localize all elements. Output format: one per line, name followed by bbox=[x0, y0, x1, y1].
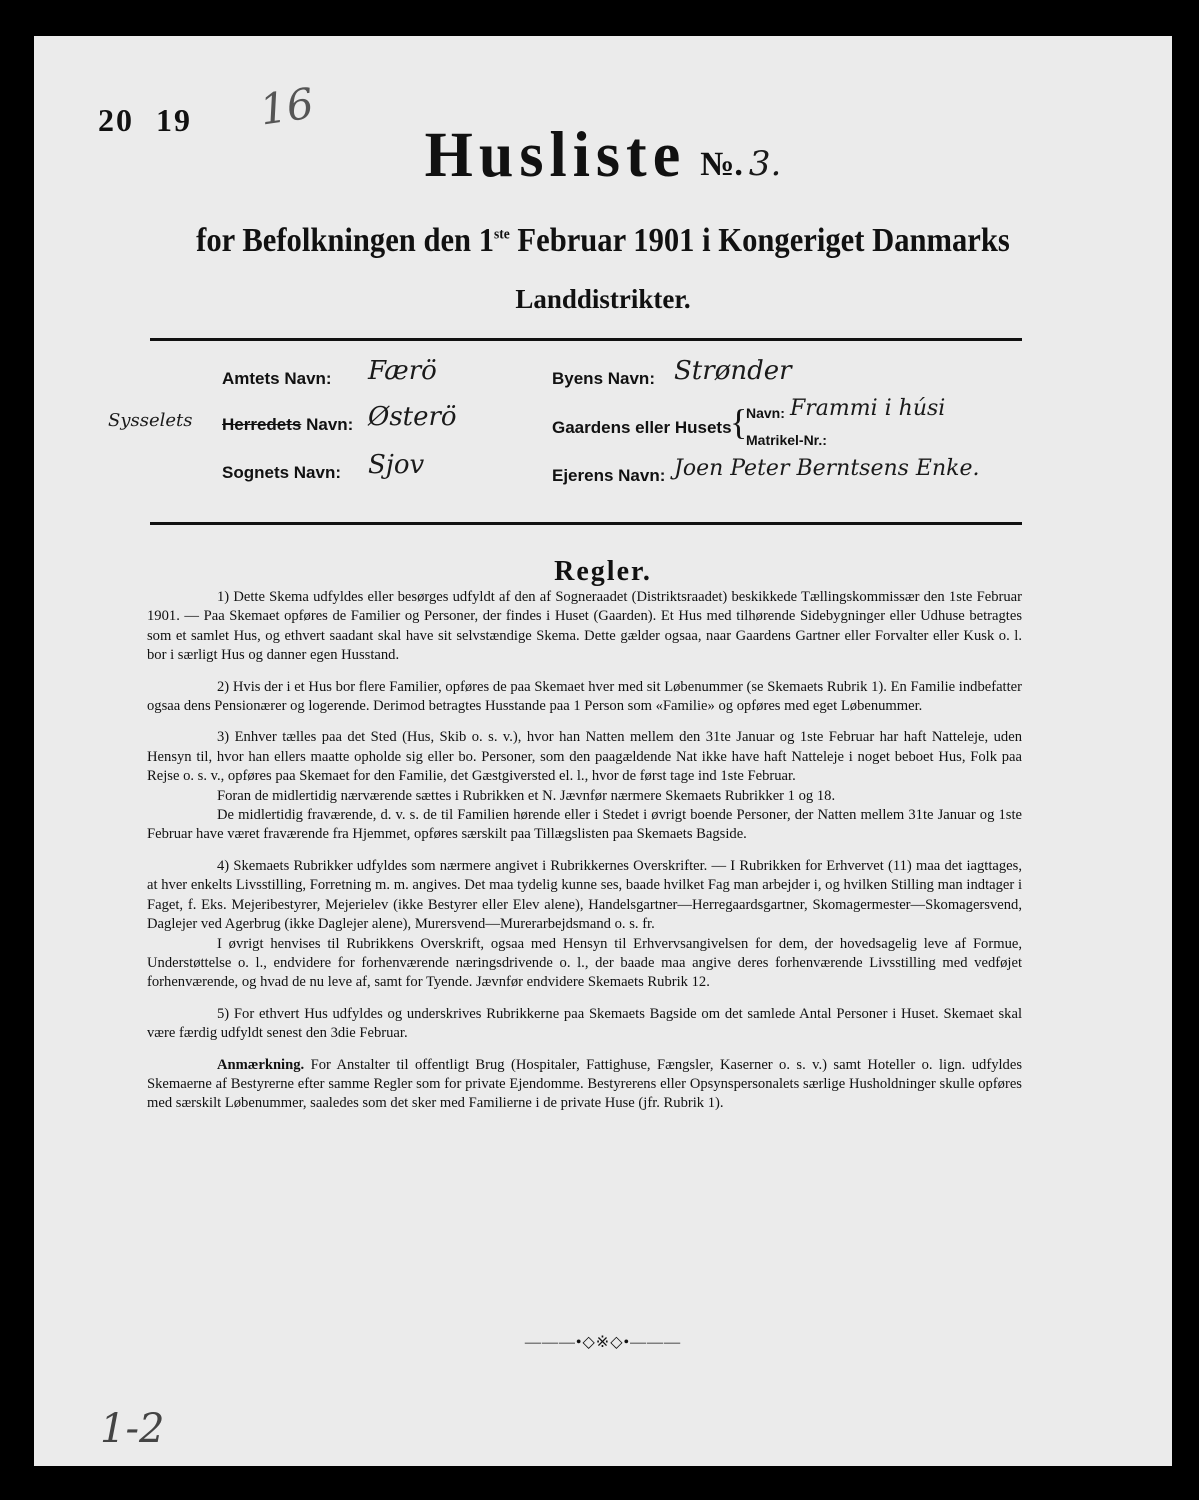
syssel-value: Sysselets bbox=[108, 410, 193, 431]
by-value: Strønder bbox=[674, 356, 792, 386]
ejer-value: Joen Peter Berntsens Enke. bbox=[674, 456, 980, 481]
title-block bbox=[34, 120, 1172, 191]
rule-1: 1) Dette Skema udfyldes eller besørges udfyldt af den af Sogneraadet (Distriktsraadet) beskikkede Tællingskommissær den 1ste Februar 1901. — Paa Skemaet opføres de Familier og Personer, der findes i Huset (Gaarden). Et Hus med tilhørende Sidebygninger eller Udhuse betragtes som et samlet Hus, og ethvert saadant skal have sit selvstændige Skema. Dette gælder ogsaa, naar Gaardens Gartner eller Forvalter eller Kusk o. l. bor i særligt Hus og danner egen Husstand. bbox=[147, 589, 1022, 664]
rules-body bbox=[147, 588, 1022, 1126]
rule-3-note-b: De midlertidig fraværende, d. v. s. de til Familien hørende eller i Stedet i øvrigt boende Personer, der Natten mellem 31te Januar og 1ste Februar have været fraværende fra Hjemmet, opføres særskilt paa Tillægslisten paa Skemaets Bagside. bbox=[147, 807, 1022, 843]
pencil-mark-bottom: 1-2 bbox=[100, 1406, 165, 1452]
gaard-label: Gaardens eller Husets bbox=[552, 418, 732, 437]
herred-label bbox=[222, 415, 353, 435]
pencil-mark-top: 16 bbox=[256, 78, 317, 135]
herred-value: Østerö bbox=[368, 402, 457, 432]
subtitle bbox=[91, 222, 1115, 260]
note-label: Anmærkning. bbox=[217, 1056, 305, 1073]
number-label: №. bbox=[700, 146, 743, 183]
ornament-divider: ———•◇※◇•——— bbox=[524, 1334, 682, 1351]
herred-label-text: Navn: bbox=[301, 415, 354, 434]
district-heading: Landdistrikter. bbox=[515, 284, 691, 314]
rule-5: 5) For ethvert Hus udfyldes og underskrives Rubrikkerne paa Skemaets Bagside om det samlede Antal Personer i Huset. Skemaet skal være færdig udfyldt senest den 3die Februar. bbox=[147, 1005, 1022, 1042]
corner-number-b: 19 bbox=[156, 102, 192, 138]
gaard-brace: { bbox=[730, 402, 748, 442]
rule-3-note-a: Foran de midlertidig nærværende sættes i Rubrikken et N. Jævnfør nærmere Skemaets Rubrikker 1 og 18. bbox=[217, 787, 836, 804]
by-label: Byens Navn: bbox=[552, 369, 655, 388]
subtitle-post: Februar 1901 i Kongeriget Danmarks bbox=[509, 222, 1010, 259]
subtitle-sup: ste bbox=[494, 226, 510, 243]
gaard-navn-label: Navn: bbox=[746, 405, 785, 421]
sogn-value: Sjov bbox=[368, 450, 425, 480]
ejer-label: Ejerens Navn: bbox=[552, 466, 666, 485]
matrikel-label: Matrikel-Nr.: bbox=[746, 432, 827, 448]
page-title: Husliste bbox=[424, 119, 687, 191]
rule-4: 4) Skemaets Rubrikker udfyldes som nærmere angivet i Rubrikkernes Overskrifter. — I Rubrikken for Erhvervet (11) maa det iagttages, at hver enkelts Livsstilling, Forretning m. m. angives. Det maa tydelig kunne ses, baade hvilket Fag man arbejder i, og hvilken Stilling man indtager i Faget, f. Eks. Mejeribestyrer, Mejerielev (ikke Bestyrer eller Elev alene), Handelsgartner—Herregaardsgartner, Skomagermester—Skomagersvend, Daglejer ved Agerbrug (ikke Daglejer alene), Murersvend—Murerarbejdsmand o. s. fr. bbox=[147, 857, 1022, 933]
top-rule bbox=[150, 338, 1022, 341]
note-text: For Anstalter til offentligt Brug (Hospitaler, Fattighuse, Fængsler, Kaserner o. s. v.) samt Hoteller o. lign. udfyldes Skemaerne af Bestyrerne efter samme Regler som for private Ejendomme. Bestyrerens eller Opsynspersonalets særlige Husholdninger skulle opføres med særskilt Løbenummer, saaledes som det sker med Familierne i de private Huse (jfr. Rubrik 1). bbox=[147, 1056, 1022, 1112]
corner-number-a: 20 bbox=[98, 102, 134, 138]
gaard-navn-value: Frammi i húsi bbox=[790, 396, 946, 421]
amt-value: Færö bbox=[368, 356, 437, 386]
subtitle-pre: for Befolkningen den 1 bbox=[196, 222, 495, 259]
census-form-page bbox=[34, 36, 1172, 1466]
rule-2: 2) Hvis der i et Hus bor flere Familier, opføres de paa Skemaet hver med sit Løbenummer (se Skemaets Rubrik 1). En Familie indbefatter ogsaa dens Pensionærer og logerende. Derimod betragtes Husstande paa 1 Person som «Familie» og opføres med eget Løbenummer. bbox=[147, 678, 1022, 715]
sogn-label: Sognets Navn: bbox=[222, 463, 342, 482]
bottom-rule bbox=[150, 522, 1022, 525]
number-value: 3. bbox=[748, 144, 782, 184]
herred-label-struck: Herredets bbox=[222, 415, 302, 434]
amt-label: Amtets Navn: bbox=[222, 369, 332, 388]
rule-4-note: I øvrigt henvises til Rubrikkens Overskrift, ogsaa med Hensyn til Erhvervsangivelsen for dem, der hovedsagelig leve af Formue, Understøttelse o. l., endvidere for forhenværende næringsdrivende o. l., der baade maa angive deres forhenværende Livsstilling med vedføjet forhenværende, og hvad de nu leve af, samt for Tyende. Jævnfør endvidere Skemaets Rubrik 12. bbox=[147, 935, 1022, 991]
rules-heading: Regler. bbox=[554, 556, 652, 587]
rule-3: 3) Enhver tælles paa det Sted (Hus, Skib o. s. v.), hvor han Natten mellem den 31te Januar og 1ste Februar har haft Natteleje, uden Hensyn til, hvor han ellers maatte opholde sig eller bo. Personer, som den paagældende Nat ikke have haft Natteleje i noget beboet Hus, Folk paa Rejse o. s. v., opføres paa Skemaet for den Familie, det Gæstgiversted el. l., hvor de først tage ind 1ste Februar. bbox=[147, 729, 1022, 785]
note-paragraph bbox=[147, 1056, 1022, 1114]
